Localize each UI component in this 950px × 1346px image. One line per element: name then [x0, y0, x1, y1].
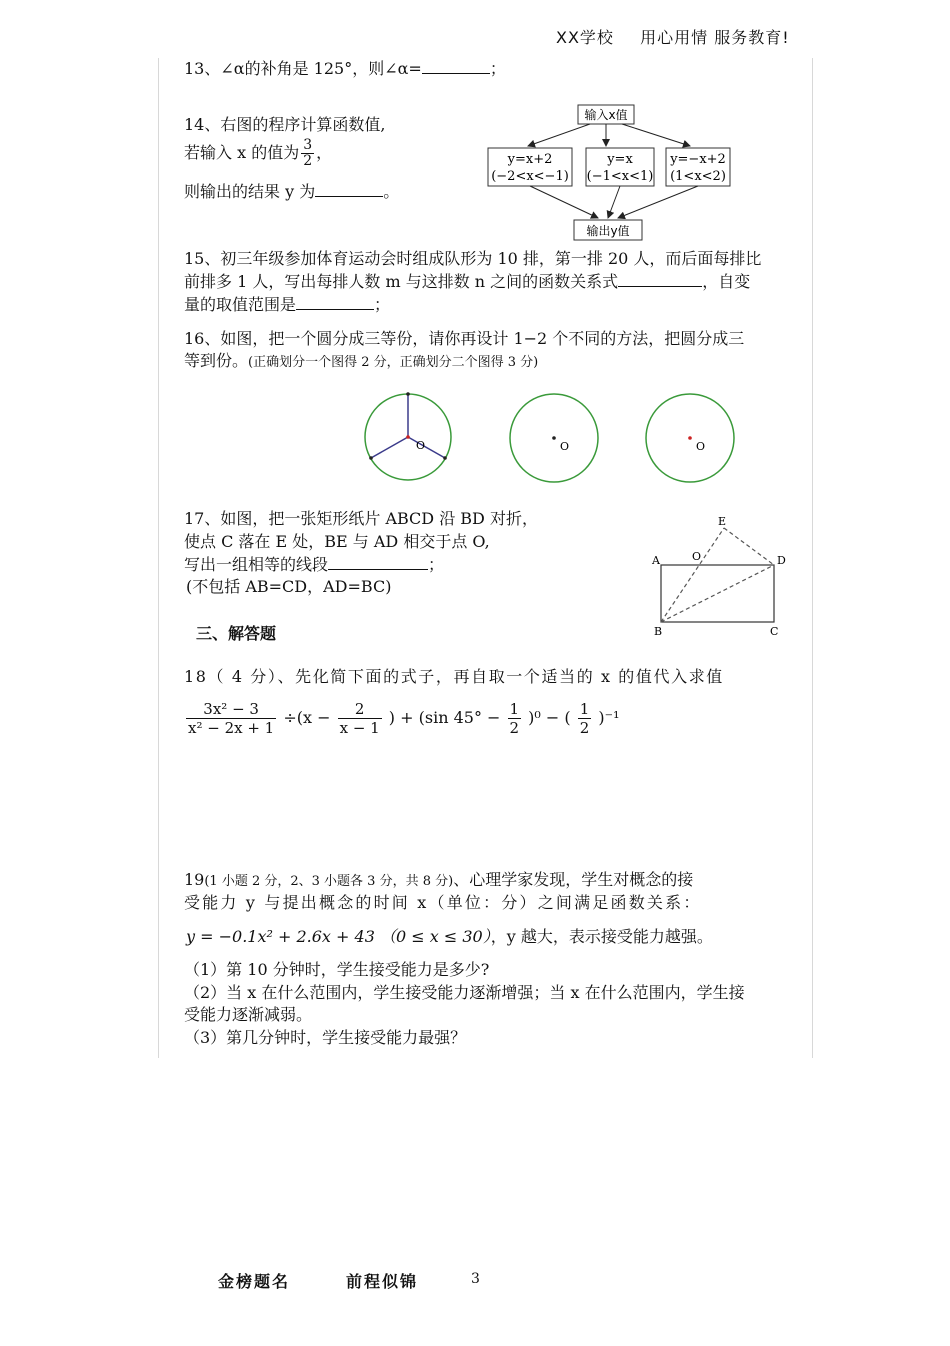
answer-blank	[328, 553, 428, 570]
question-19-part1: （1）第 10 分钟时，学生接受能力是多少?	[184, 960, 490, 979]
fraction: $\frac{2}{x - 1}$	[339, 700, 380, 737]
svg-text:(−2<x<−1): (−2<x<−1)	[491, 169, 569, 184]
question-15-line3: 量的取值范围是 ；	[184, 295, 391, 314]
question-18-expression: $\frac{\text{3x² − 3}}{\text{x² − 2x + 1}}$ ÷(x − $\frac{2}{x - 1}$ ) + (sin 45° − $\frac{1}{2}$ )⁰ − ( $\frac{1}{2}$ )⁻¹	[188, 700, 620, 737]
flowchart-branch-box-3	[666, 148, 730, 186]
question-15-line1: 15、初三年级参加体育运动会时组成队形为 10 排，第一排 20 人，而后面每排比	[184, 249, 762, 268]
svg-text:y=x+2: y=x+2	[507, 152, 553, 167]
answer-blank	[422, 57, 490, 74]
svg-text:O: O	[416, 439, 426, 452]
header-motto: 用心用情 服务教育!	[640, 28, 790, 47]
empty-circle-1	[510, 394, 598, 482]
page-number: 3	[471, 1271, 480, 1287]
rectangle-fold-figure	[648, 512, 790, 642]
section-heading: 三、解答题	[196, 624, 277, 643]
question-19-line2: 受能力 y 与提出概念的时间 x（单位：分）之间满足函数关系：	[184, 893, 702, 912]
question-14-line3: 则输出的结果 y 为 。	[184, 182, 400, 201]
question-17-line4: (不包括 AB=CD，AD=BC)	[186, 577, 392, 596]
svg-text:输出y值: 输出y值	[586, 224, 630, 238]
svg-text:A: A	[652, 554, 660, 567]
question-14-line1: 14、右图的程序计算函数值,	[184, 115, 386, 134]
flowchart-output-box	[574, 220, 642, 240]
question-17-line2: 使点 C 落在 E 处，BE 与 AD 相交于点 O,	[184, 532, 490, 551]
flow-arrow	[530, 186, 598, 218]
flowchart-input-box	[578, 105, 634, 124]
page-header	[556, 25, 790, 48]
footer-left: 金榜题名	[218, 1272, 291, 1291]
question-19-line3: y = −0.1x² + 2.6x + 43 （0 ≤ x ≤ 30），y 越大，表示接受能力越强。	[186, 927, 713, 946]
header-school: XX学校	[556, 28, 614, 47]
flowchart-branch-box-2	[586, 148, 654, 186]
program-flowchart	[480, 100, 740, 245]
question-15-line2: 前排多 1 人，写出每排人数 m 与这排数 n 之间的函数关系式 ，自变	[184, 272, 751, 291]
fraction: $\frac{\text{3x² − 3}}{\text{x² − 2x + 1}}$	[188, 700, 275, 737]
flowchart-branch-box-1	[488, 148, 572, 186]
circle-division-figures	[355, 385, 755, 495]
svg-text:y=x: y=x	[607, 152, 633, 167]
flow-arrow	[608, 186, 620, 218]
circle-divided-in-three	[365, 392, 451, 480]
question-19-line1: 19(1 小题 2 分，2、3 小题各 3 分，共 8 分)、心理学家发现，学生对概念的接	[184, 870, 694, 889]
left-margin-line	[158, 58, 159, 1058]
answer-blank	[618, 270, 702, 287]
question-17-line1: 17、如图，把一张矩形纸片 ABCD 沿 BD 对折，	[184, 509, 538, 528]
footer-mid: 前程似锦	[346, 1272, 419, 1291]
flow-arrow	[622, 124, 690, 146]
svg-text:B: B	[654, 625, 663, 638]
svg-text:C: C	[770, 625, 779, 638]
question-16-line1: 16、如图，把一个圆分成三等份，请你再设计 1−2 个不同的方法，把圆分成三	[184, 329, 745, 348]
svg-text:O: O	[696, 440, 706, 453]
question-17-line3: 写出一组相等的线段 ；	[184, 555, 445, 574]
question-19-part2a: （2）当 x 在什么范围内，学生接受能力逐渐增强；当 x 在什么范围内，学生接	[184, 983, 745, 1002]
question-14-line2: 若输入 x 的值为 $\frac{3}{2}$ ，	[184, 137, 333, 169]
fraction-three-halves: $\frac{3}{2}$	[303, 137, 313, 169]
fraction: $\frac{1}{2}$	[509, 700, 520, 737]
svg-text:E: E	[718, 515, 727, 528]
question-19-part3: （3）第几分钟时，学生接受能力最强？	[184, 1028, 467, 1047]
flow-arrow	[528, 124, 590, 146]
answer-blank	[296, 293, 374, 310]
svg-text:O: O	[560, 440, 570, 453]
question-13: 13、∠α的补角是 125°，则∠α= ；	[184, 59, 506, 78]
svg-text:输入x值: 输入x值	[584, 108, 628, 122]
answer-blank	[315, 180, 383, 197]
function-formula: y = −0.1x² + 2.6x + 43 （0 ≤ x ≤ 30）	[186, 927, 491, 946]
flow-arrow	[618, 186, 698, 218]
right-margin-line	[812, 58, 813, 1058]
svg-text:(−1<x<1): (−1<x<1)	[586, 169, 654, 184]
question-16-line2: 等到份。(正确划分一个图得 2 分，正确划分二个图得 3 分)	[184, 351, 539, 370]
svg-text:O: O	[692, 550, 702, 563]
empty-circle-2	[646, 394, 734, 482]
svg-text:(1<x<2): (1<x<2)	[670, 169, 726, 184]
svg-text:D: D	[777, 554, 786, 567]
fraction: $\frac{1}{2}$	[579, 700, 590, 737]
question-18-line1: 18（ 4 分）、先化简下面的式子，再自取一个适当的 x 的值代入求值	[184, 667, 724, 686]
svg-text:y=−x+2: y=−x+2	[670, 152, 726, 167]
question-19-part2b: 受能力逐渐减弱。	[184, 1005, 313, 1024]
